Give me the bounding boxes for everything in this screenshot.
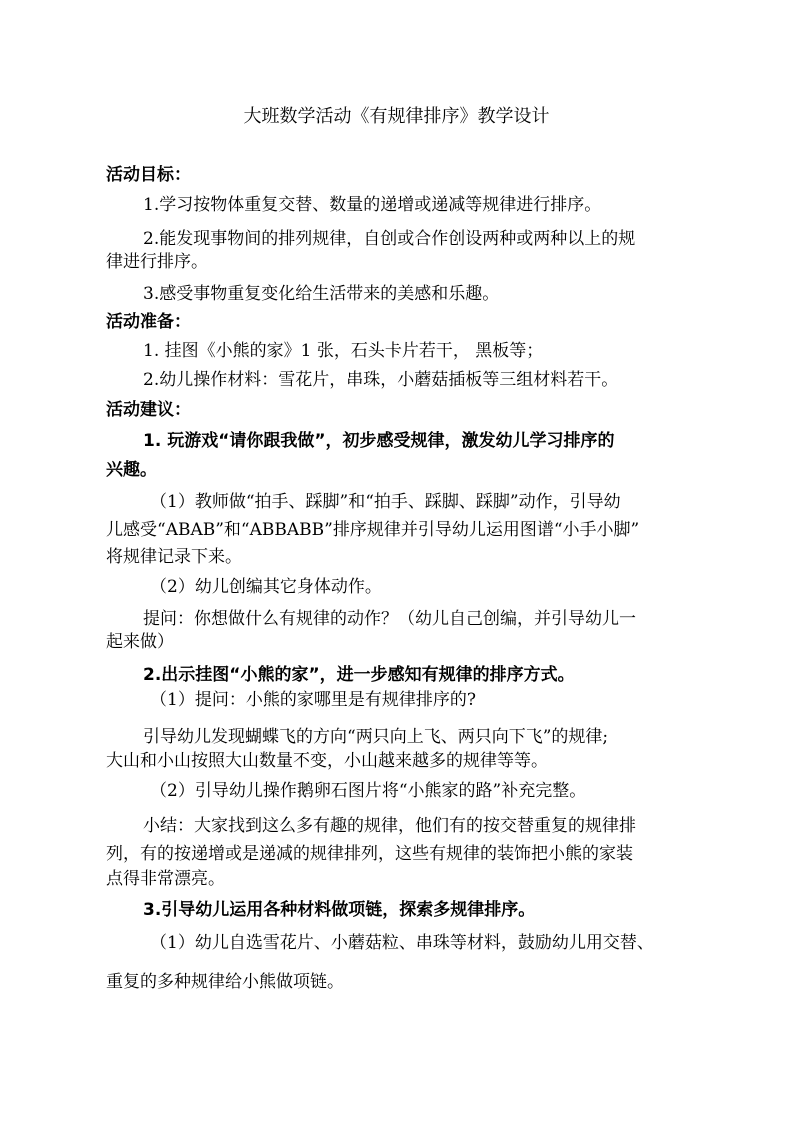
step-2-p1: （1）提问：小熊的家哪里是有规律排序的? [150,690,476,710]
prep-heading: 活动准备： [106,312,191,332]
prep-item-1: 1. 挂图《小熊的家》1 张，石头卡片若干， 黑板等； [143,341,544,361]
step-2-summary-line-1: 小结：大家找到这么多有趣的规律，他们有的按交替重复的规律排 [143,816,636,836]
step-3-p1-line-1: （1）幼儿自选雪花片、小蘑菇粒、串珠等材料，鼓励幼儿用交替、 [150,933,654,953]
prep-item-2: 2.幼儿操作材料：雪花片，串珠，小蘑菇插板等三组材料若干。 [143,370,619,390]
step-1-p1-line-1: （1）教师做“拍手、踩脚”和“拍手、踩脚、踩脚”动作，引导幼 [150,492,621,512]
goals-heading: 活动目标： [106,165,191,185]
step-1-heading-line-1: 1. 玩游戏“请你跟我做”，初步感受规律，激发幼儿学习排序的 [143,431,615,451]
suggest-heading: 活动建议： [106,400,191,420]
step-1-heading-line-2: 兴趣。 [106,460,157,480]
step-2-guide-line-1: 引导幼儿发现蝴蝶飞的方向“两只向上飞、两只向下飞”的规律; [143,727,609,747]
step-2-guide-line-2: 大山和小山按照大山数量不变，小山越来越多的规律等等。 [106,751,548,771]
goal-item-3: 3.感受事物重复变化给生活带来的美感和乐趣。 [143,284,500,304]
step-2-summary-line-2: 列，有的按递增或是递减的规律排列，这些有规律的装饰把小熊的家装 [106,844,633,864]
step-1-p2: （2）幼儿创编其它身体动作。 [150,577,382,597]
step-2-summary-line-3: 点得非常漂亮。 [106,869,225,889]
step-2-heading: 2.出示挂图“小熊的家”，进一步感知有规律的排序方式。 [143,665,575,685]
step-1-question-line-2: 起来做） [106,632,174,652]
step-1-p1-line-2: 儿感受“ABAB”和“ABBABB”排序规律并引导幼儿运用图谱“小手小脚” [106,520,640,540]
step-3-heading: 3.引导幼儿运用各种材料做项链，探索多规律排序。 [143,900,536,920]
goal-item-2-line-2: 律进行排序。 [106,252,208,272]
step-1-p1-line-3: 将规律记录下来。 [106,547,242,567]
goal-item-2-line-1: 2.能发现事物间的排列规律，自创或合作创设两种或两种以上的规 [143,229,636,249]
step-2-p2: （2）引导幼儿操作鹅卵石图片将“小熊家的路”补充完整。 [150,781,587,801]
step-3-p1-line-2: 重复的多种规律给小熊做项链。 [106,972,344,992]
step-1-question-line-1: 提问：你想做什么有规律的动作？（幼儿自己创编，并引导幼儿一 [143,609,636,629]
document-title: 大班数学活动《有规律排序》教学设计 [243,106,550,127]
goal-item-1: 1.学习按物体重复交替、数量的递增或递减等规律进行排序。 [143,195,602,215]
